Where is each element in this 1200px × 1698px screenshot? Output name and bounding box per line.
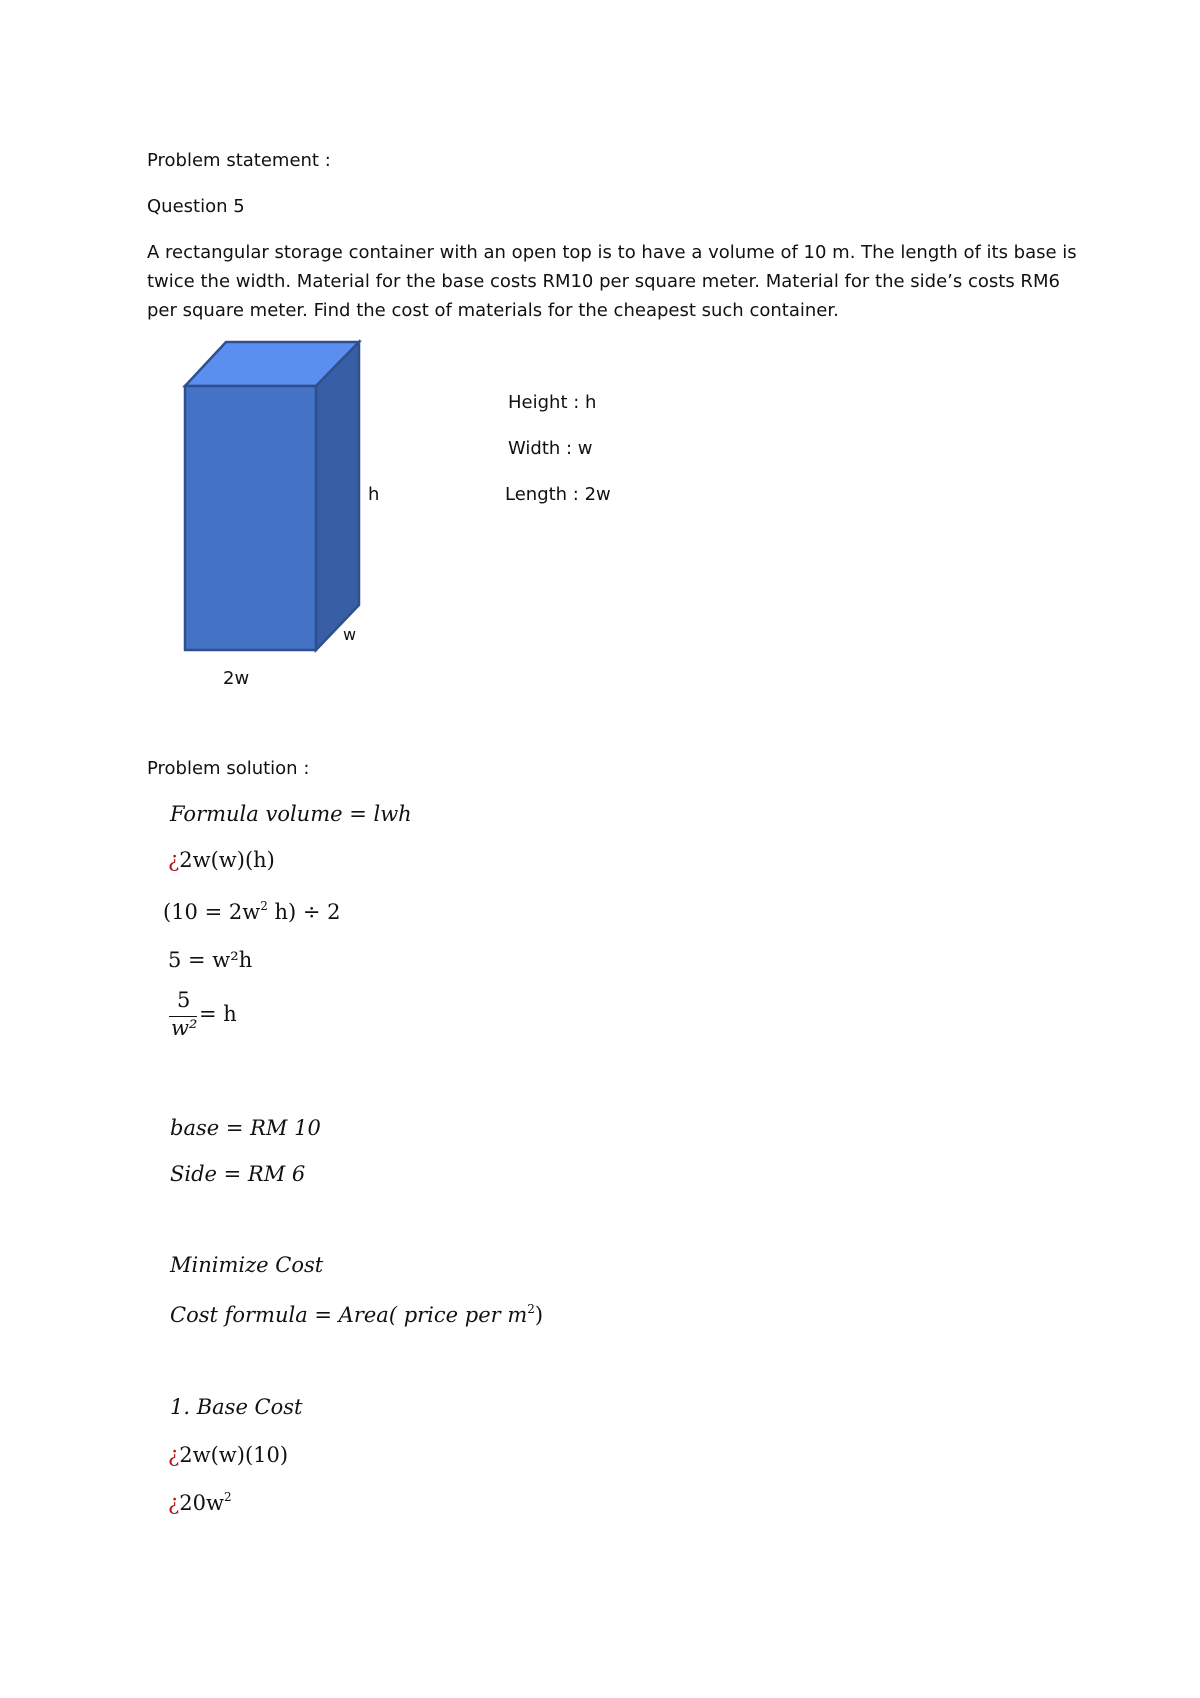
step-side-price: Side = RM 6 <box>170 1162 306 1186</box>
step-base-cost-line-2: ¿$20w^2$ <box>168 1490 232 1515</box>
step-line-4: 5 = w²h <box>168 948 253 972</box>
question-label: Question 5 <box>147 196 245 217</box>
step-base-cost: 1. Base Cost <box>170 1395 303 1419</box>
question-text: A rectangular storage container with an open top is to have a volume of 10 m. The length of its base is twice the width. Material for the base costs RM10 per square meter. Material for the side’s costs RM6 per square meter. Find the cost of materials for the cheapest such container. <box>147 242 1077 321</box>
step-base-cost-line-1: ¿2w(w)(10) <box>168 1443 289 1467</box>
step-cost-formula: Cost formula = Area( price per $m^2$) <box>170 1302 544 1327</box>
step-line-3: ($10 = 2w^2$ h) ÷ 2 <box>163 899 341 924</box>
figure-length-label: 2w <box>223 668 250 689</box>
box-side-face <box>316 342 359 650</box>
box-front-face <box>185 386 316 650</box>
step-line-2: ¿2w(w)(h) <box>168 848 275 872</box>
step-formula-volume: Formula volume = lwh <box>170 802 412 826</box>
legend-length: Length : 2w <box>505 484 611 505</box>
problem-solution-label: Problem solution : <box>147 758 310 779</box>
prefix-glyph: ¿ <box>168 848 180 872</box>
figure-height-label: h <box>368 484 380 505</box>
figure-width-label: w <box>343 625 357 644</box>
legend-width: Width : w <box>508 438 593 459</box>
problem-statement-label: Problem statement : <box>147 150 331 171</box>
legend-height: Height : h <box>508 392 597 413</box>
step-base-price: base = RM 10 <box>170 1116 321 1140</box>
container-figure <box>0 0 1200 700</box>
step-minimize-cost: Minimize Cost <box>170 1253 324 1277</box>
